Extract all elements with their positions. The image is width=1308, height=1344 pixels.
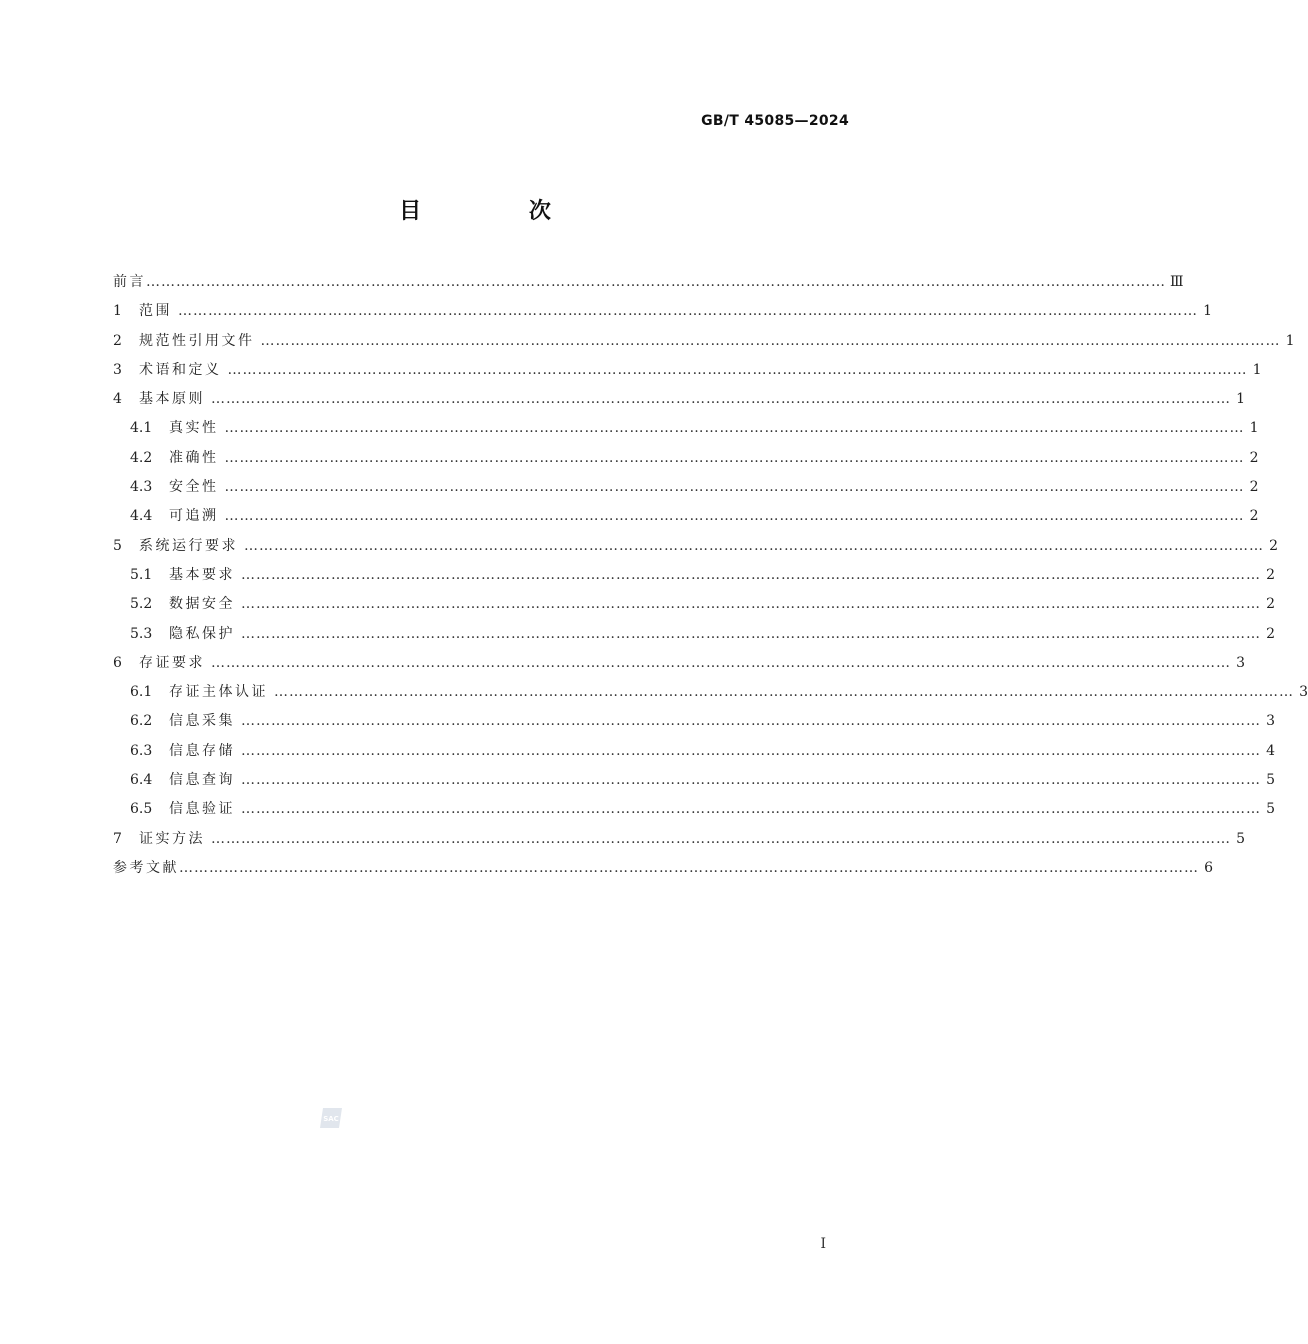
toc-leader-dots: ……………………………………………………………………………………………………………………………………………………………………………………: [244, 537, 1264, 554]
table-of-contents: [113, 268, 1308, 883]
toc-entry-page: 2: [1249, 479, 1259, 496]
sac-watermark-logo: [318, 1106, 344, 1130]
toc-entry-label: 证实方法: [139, 830, 205, 847]
toc-leader-dots: ……………………………………………………………………………………………………………………………………………………………………………………: [227, 361, 1248, 378]
toc-leader-dots: ……………………………………………………………………………………………………………………………………………………………………………………: [241, 625, 1261, 642]
toc-entry-number: 5.1: [130, 566, 153, 583]
toc-entry-number: 7: [113, 830, 122, 847]
toc-entry-label: 安全性: [169, 479, 219, 496]
toc-entry-3[interactable]: [113, 356, 1262, 385]
toc-entry-page: 2: [1266, 625, 1275, 642]
toc-entry-label: 信息查询: [169, 772, 235, 789]
toc-entry-label: 基本要求: [169, 566, 235, 583]
standard-code: GB/T 45085—2024: [701, 113, 849, 129]
toc-entry-4-3[interactable]: [113, 473, 1259, 502]
toc-leader-dots: ……………………………………………………………………………………………………………………………………………………………………………………: [224, 479, 1245, 496]
toc-entry-number: 4.2: [130, 449, 153, 466]
toc-leader-dots: ……………………………………………………………………………………………………………………………………………………………………………………: [260, 332, 1281, 349]
toc-entry-6-4[interactable]: [113, 766, 1275, 795]
toc-entry-number: 4.4: [130, 508, 153, 525]
toc-entry-5-2[interactable]: [113, 590, 1275, 619]
toc-entry-label: 存证要求: [139, 654, 205, 671]
toc-entry-label: 基本原则: [139, 391, 205, 408]
toc-entry-label: 存证主体认证: [169, 684, 268, 701]
toc-entry-5[interactable]: [113, 532, 1278, 561]
toc-entry-number: 6.4: [130, 772, 153, 789]
toc-entry-page: 2: [1269, 537, 1278, 554]
toc-entry-number: 4: [113, 391, 122, 408]
toc-entry-2[interactable]: [113, 327, 1295, 356]
toc-leader-dots: ……………………………………………………………………………………………………………………………………………………………………………………: [224, 508, 1245, 525]
toc-entry-6-3[interactable]: [113, 737, 1275, 766]
toc-entry-5-3[interactable]: [113, 620, 1275, 649]
toc-leader-dots: ……………………………………………………………………………………………………………………………………………………………………………………: [211, 830, 1231, 847]
toc-entry-label: 前言: [113, 274, 146, 290]
toc-entry-page: 2: [1249, 508, 1259, 525]
toc-leader-dots: ……………………………………………………………………………………………………………………………………………………………………………………: [241, 596, 1261, 613]
toc-entry-number: 6.3: [130, 742, 153, 759]
toc-leader-dots: ……………………………………………………………………………………………………………………………………………………………………………………: [241, 742, 1261, 759]
toc-entry-page: 4: [1266, 742, 1275, 759]
toc-entry-label: 准确性: [169, 449, 219, 466]
toc-entry-6[interactable]: [113, 649, 1245, 678]
toc-entry-label: 可追溯: [169, 508, 219, 525]
toc-leader-dots: ……………………………………………………………………………………………………………………………………………………………………………………: [211, 391, 1231, 408]
toc-entry-1[interactable]: [113, 297, 1212, 326]
toc-leader-dots: ……………………………………………………………………………………………………………………………………………………………………………………: [224, 449, 1245, 466]
toc-leader-dots: ……………………………………………………………………………………………………………………………………………………………………………………: [241, 801, 1261, 818]
toc-entry-label: 参考文献: [113, 859, 179, 876]
toc-entry-label: 规范性引用文件: [139, 332, 255, 349]
toc-entry-label: 隐私保护: [169, 625, 235, 642]
toc-leader-dots: ……………………………………………………………………………………………………………………………………………………………………………………: [241, 713, 1261, 730]
toc-entry-bibliography[interactable]: [113, 854, 1213, 883]
toc-entry-page: 3: [1299, 684, 1308, 701]
toc-entry-number: 4.3: [130, 479, 153, 496]
toc-entry-page: 2: [1266, 566, 1275, 583]
toc-entry-label: 信息存储: [169, 742, 235, 759]
toc-entry-label: 数据安全: [169, 596, 235, 613]
toc-entry-label: 信息采集: [169, 713, 235, 730]
toc-entry-page: 1: [1203, 303, 1212, 320]
toc-entry-number: 5.3: [130, 625, 153, 642]
toc-entry-page: 5: [1266, 772, 1275, 789]
sac-logo-text: SAC: [323, 1115, 339, 1123]
toc-entry-page: Ⅲ: [1170, 274, 1184, 290]
toc-entry-page: 1: [1252, 361, 1262, 378]
toc-entry-number: 5.2: [130, 596, 153, 613]
toc-entry-page: 1: [1285, 332, 1295, 349]
toc-entry-page: 2: [1266, 596, 1275, 613]
toc-entry-number: 6.2: [130, 713, 153, 730]
toc-entry-4-4[interactable]: [113, 502, 1259, 531]
toc-entry-number: 6.1: [130, 684, 153, 701]
toc-leader-dots: ……………………………………………………………………………………………………………………………………………………………………………………: [211, 654, 1231, 671]
toc-entry-number: 1: [113, 303, 122, 320]
toc-entry-page: 1: [1236, 391, 1245, 408]
toc-entry-page: 2: [1249, 449, 1259, 466]
toc-entry-number: 6: [113, 654, 122, 671]
toc-leader-dots: ……………………………………………………………………………………………………………………………………………………………………………………: [146, 274, 1166, 290]
toc-entry-page: 5: [1236, 830, 1245, 847]
toc-entry-number: 6.5: [130, 801, 153, 818]
toc-entry-page: 6: [1204, 859, 1213, 876]
toc-entry-page: 1: [1249, 420, 1259, 437]
toc-entry-label: 术语和定义: [139, 361, 222, 378]
toc-entry-foreword[interactable]: [113, 268, 1184, 297]
toc-entry-number: 4.1: [130, 420, 153, 437]
toc-entry-label: 范围: [139, 303, 172, 320]
page-number: I: [820, 1236, 826, 1252]
toc-entry-6-1[interactable]: [113, 678, 1308, 707]
toc-entry-label: 系统运行要求: [139, 537, 238, 554]
toc-entry-label: 信息验证: [169, 801, 235, 818]
toc-leader-dots: ……………………………………………………………………………………………………………………………………………………………………………………: [241, 772, 1261, 789]
toc-entry-6-5[interactable]: [113, 795, 1275, 824]
toc-entry-number: 2: [113, 332, 122, 349]
toc-entry-page: 3: [1236, 654, 1245, 671]
toc-entry-page: 5: [1266, 801, 1275, 818]
toc-entry-6-2[interactable]: [113, 707, 1275, 736]
toc-leader-dots: ……………………………………………………………………………………………………………………………………………………………………………………: [274, 684, 1294, 701]
toc-entry-4[interactable]: [113, 385, 1245, 414]
toc-leader-dots: ……………………………………………………………………………………………………………………………………………………………………………………: [178, 303, 1198, 320]
toc-entry-number: 5: [113, 537, 122, 554]
toc-entry-number: 3: [113, 361, 122, 378]
toc-leader-dots: ……………………………………………………………………………………………………………………………………………………………………………………: [179, 859, 1199, 876]
toc-entry-page: 3: [1266, 713, 1275, 730]
toc-leader-dots: ……………………………………………………………………………………………………………………………………………………………………………………: [241, 566, 1261, 583]
toc-leader-dots: ……………………………………………………………………………………………………………………………………………………………………………………: [224, 420, 1245, 437]
toc-entry-4-2[interactable]: [113, 444, 1259, 473]
toc-entry-5-1[interactable]: [113, 561, 1275, 590]
toc-title: 目 次: [399, 199, 601, 224]
toc-entry-label: 真实性: [169, 420, 219, 437]
toc-entry-7[interactable]: [113, 825, 1245, 854]
toc-entry-4-1[interactable]: [113, 414, 1259, 443]
